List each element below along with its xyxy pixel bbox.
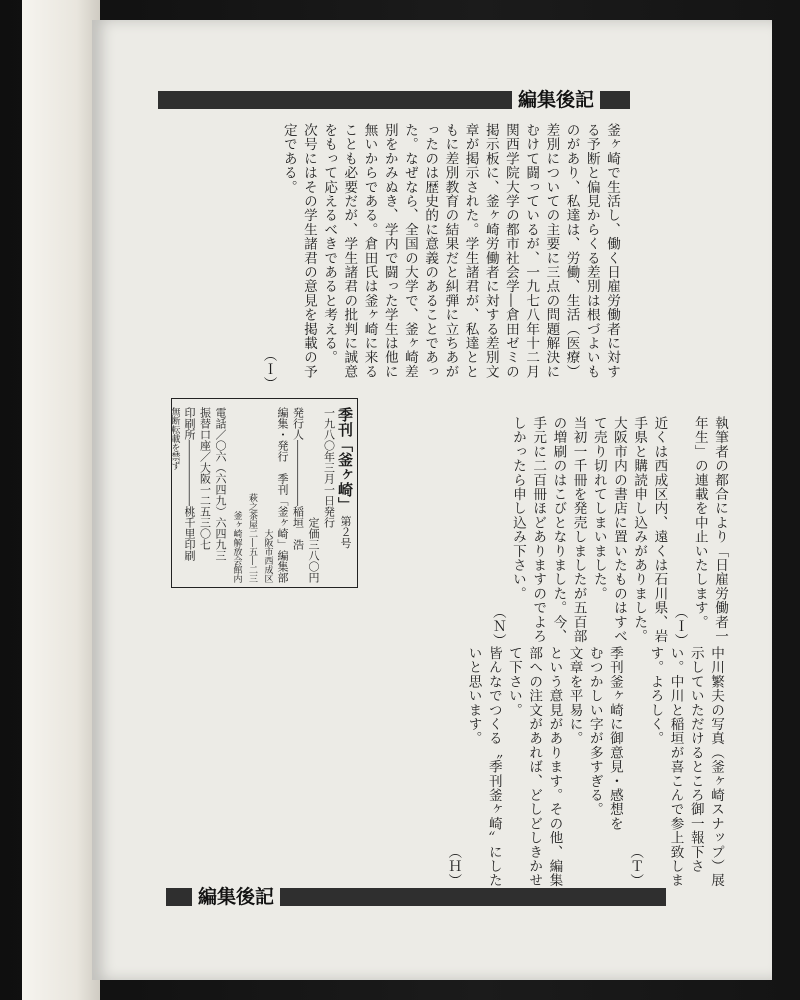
bottom-paragraph-1: 中川繁夫の写真（釜ヶ崎スナップ）展示していただけるところ御一報下さい。中川と稲垣が喜こんで参上致します。よろしく。 [647, 646, 724, 888]
bottom-paragraph-6: 皆んなでつくる〝季刊釜ヶ崎〟にしたいと思います。 [465, 646, 502, 888]
colophon-notice: 無断転載を禁ず [169, 407, 180, 470]
colophon-price: 定価三八〇円 [307, 517, 320, 583]
bottom-paragraph-3: むつかしい字が多すぎる。 [586, 646, 603, 817]
header-label: 編集後記 [512, 89, 600, 111]
middle-signature-2: （Ｎ） [489, 605, 506, 648]
bottom-text [445, 646, 726, 888]
bottom-paragraph-5: という意見があります。その他、編集部への注文があれば、どしどしきかせて下さい。 [505, 646, 563, 888]
bottom-signature-2: （Ｈ） [445, 845, 462, 888]
colophon-transfer: 振替口座／大阪一二五三〇七 [198, 407, 212, 550]
top-signature-1: （Ｉ） [260, 348, 277, 391]
top-text [92, 123, 622, 391]
colophon-box [171, 398, 358, 588]
footer-label: 編集後記 [192, 886, 280, 908]
colophon-title: 季刊「釜ヶ崎」 [336, 407, 354, 505]
footer-bar-cap [166, 888, 176, 906]
middle-paragraph-2: 近くは西成区内、遠くは石川県、岩手県と購読申し込みがありました。大阪市内の書店に置いたものはすべて売り切れてしまいました。 [590, 416, 668, 644]
colophon-printer: 印刷所――――――桃千里印刷 [183, 407, 196, 561]
book-page [92, 20, 772, 980]
middle-paragraph-3: 当初一千冊を発売しましたが五百部の増刷のはこびとなりました。今、手元に二百冊ほどありますのでよろしかったら申し込み下さい。 [509, 416, 587, 644]
header-bar-cap [620, 91, 630, 109]
colophon-address-3: 釜ヶ崎解放会館内 [231, 511, 242, 583]
colophon-phone: 電話／〇六（六四九）六四九三 [214, 407, 227, 561]
colophon-address-2: 萩之茶屋二―五―二三 [247, 493, 257, 583]
bottom-signature-1: （Ｔ） [627, 845, 644, 888]
bottom-paragraph-2: 季刊釜ヶ崎に御意見・感想を [606, 646, 623, 831]
colophon-date: 一九八〇年三月一日発行 [322, 407, 336, 528]
colophon-text [166, 407, 353, 583]
middle-paragraph-1: 執筆者の都合により「日雇労働者一年生」の連載を中止いたします。 [691, 416, 728, 644]
colophon-editor: 編集・発行 季刊「釜ヶ崎」編集部 [276, 407, 289, 583]
left-page-edge [22, 0, 100, 1000]
top-paragraph-1: 釜ヶ崎で生活し、働く日雇労働者に対する予断と偏見からくる差別は根づよいものがあり、私達は、労働、生活（医療）差別についての主要に三点の問題解決にむけて闘っているが、一九七八年十二月関西学院大学の都市社会学―倉田ゼミの掲示板に、釜ヶ崎労働者に対する差別文章が掲示された。学生諸君が、私達とともに差別教育の結果だと糾弾に立ちあがったのは歴史的に意義のあることであった。なぜなら、全国の大学で、釜ヶ崎差別をかみぬき、学内で闘った学生は他に無いからである。倉田氏は釜ヶ崎に来ることも必要だが、学生諸君の批判に誠意をもって応えるべきであると考える。 [321, 123, 620, 379]
bottom-paragraph-4: 文章を平易に。 [566, 646, 583, 746]
middle-signature-1: （Ｉ） [671, 605, 688, 648]
colophon-publisher: 発行人――――――稲垣 浩 [291, 407, 305, 550]
middle-text [370, 416, 730, 648]
top-paragraph-2: 次号にはその学生諸君の意見を掲載の予定である。 [280, 123, 317, 379]
colophon-address-1: 大阪市西成区 [262, 529, 273, 583]
colophon-issue: 第２号 [339, 515, 352, 549]
